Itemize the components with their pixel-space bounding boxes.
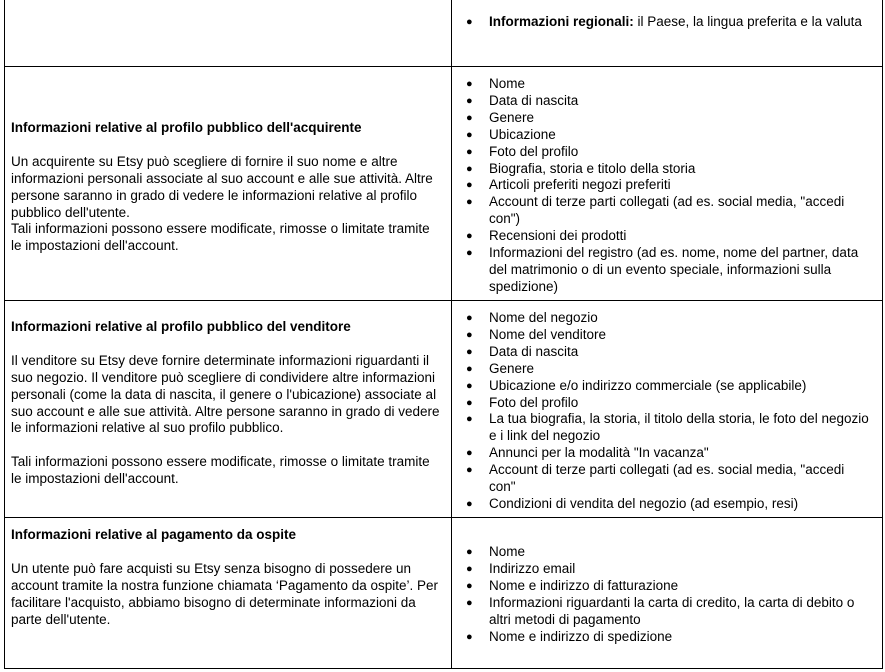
buyer-profile-list-cell xyxy=(466,76,871,296)
list-item: ● Informazioni riguardanti la carta di credito, la carta di debito o altri metodi di pagamento xyxy=(466,595,871,629)
list-item: ● Nome del venditore xyxy=(466,327,871,344)
list-item: ● Genere xyxy=(466,361,871,378)
list-item: ● Genere xyxy=(466,110,871,127)
list-item: ● Annunci per la modalità "In vacanza" xyxy=(466,445,871,462)
list-item: ● Articoli preferiti negozi preferiti xyxy=(466,177,871,194)
list-item: ● Ubicazione xyxy=(466,127,871,144)
list-item: ● La tua biografia, la storia, il titolo della storia, le foto del negozio e i link del negozio xyxy=(466,411,871,445)
buyer-profile-paragraph: Un acquirente su Etsy può scegliere di fornire il suo nome e altre informazioni personali associate al suo account e alle sue attività. Altre persone saranno in grado di vedere le informazioni relative al profilo pubblico dell'utente. xyxy=(11,153,433,220)
seller-profile-paragraph: Il venditore su Etsy deve fornire determinate informazioni riguardanti il suo negozio. Il venditore può scegliere di condividere altre informazioni personali (come la data di nascita, il genere o l'ubicazione) associate al suo account e alle sue attività. Altre persone saranno in grado di vedere le informazioni relative al suo profilo pubblico. xyxy=(11,352,440,436)
list-item: ● Ubicazione e/o indirizzo commerciale (se applicabile) xyxy=(466,378,871,395)
buyer-profile-heading: Informazioni relative al profilo pubblico dell'acquirente xyxy=(11,120,362,135)
list-item: ● Foto del profilo xyxy=(466,144,871,161)
regional-info-cell xyxy=(466,14,871,31)
seller-profile-heading: Informazioni relative al profilo pubblico del venditore xyxy=(11,319,351,334)
list-item: ● Data di nascita xyxy=(466,93,871,110)
guest-checkout-paragraph: Un utente può fare acquisti su Etsy senza bisogno di possedere un account tramite la nostra funzione chiamata ‘Pagamento da ospite’. Per facilitare l'acquisto, abbiamo bisogno di determinate informazioni da parte dell'utente. xyxy=(11,560,438,627)
list-item: ● Informazioni del registro (ad es. nome, nome del partner, data del matrimonio o di un evento speciale, informazioni sulla spedizione) xyxy=(466,245,871,296)
list-item: ● Foto del profilo xyxy=(466,395,871,412)
list-item: ● Account di terze parti collegati (ad es. social media, "accedi con" xyxy=(466,462,871,496)
table-row-regional xyxy=(4,0,883,67)
list-item: ● Recensioni dei prodotti xyxy=(466,228,871,245)
buyer-profile-list xyxy=(466,76,871,296)
buyer-profile-settings-note: Tali informazioni possono essere modificate, rimosse o limitate tramite le impostazioni dell'account. xyxy=(11,221,430,254)
seller-profile-list xyxy=(466,310,871,513)
seller-profile-description-cell xyxy=(11,319,443,488)
list-item: ● Nome del negozio xyxy=(466,310,871,327)
list-item: ● Indirizzo email xyxy=(466,561,871,578)
list-item: ● Account di terze parti collegati (ad es. social media, "accedi con") xyxy=(466,194,871,228)
list-item: ● Nome xyxy=(466,544,871,561)
list-item: ● Condizioni di vendita del negozio (ad esempio, resi) xyxy=(466,496,871,513)
guest-checkout-description-cell xyxy=(11,527,443,628)
guest-checkout-list xyxy=(466,544,871,645)
list-item: ● Data di nascita xyxy=(466,344,871,361)
list-item: ● Informazioni regionali: il Paese, la lingua preferita e la valuta xyxy=(466,14,871,31)
seller-profile-settings-note: Tali informazioni possono essere modificate, rimosse o limitate tramite le impostazioni dell'account. xyxy=(11,454,430,487)
list-item: ● Nome xyxy=(466,76,871,93)
guest-checkout-list-cell xyxy=(466,544,871,645)
list-item: ● Nome e indirizzo di fatturazione xyxy=(466,578,871,595)
buyer-profile-description-cell xyxy=(11,120,443,255)
regional-info-list xyxy=(466,14,871,31)
list-item: ● Nome e indirizzo di spedizione xyxy=(466,629,871,646)
seller-profile-list-cell xyxy=(466,310,871,513)
guest-checkout-heading: Informazioni relative al pagamento da ospite xyxy=(11,527,297,542)
list-item: ● Biografia, storia e titolo della storia xyxy=(466,161,871,178)
